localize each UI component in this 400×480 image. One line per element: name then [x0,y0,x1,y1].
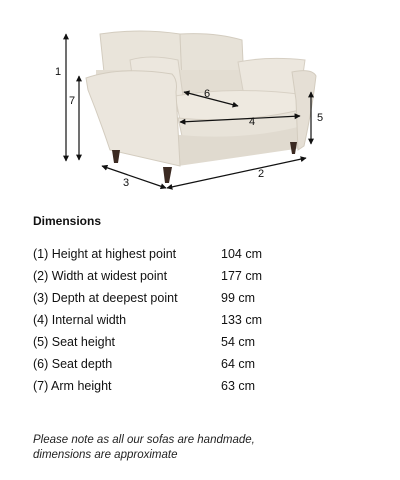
sofa-dimension-illustration [0,0,400,200]
dimension-marker-3: 3 [123,177,130,189]
sofa-image [86,31,316,183]
dimension-marker-5: 5 [317,112,324,124]
dimension-marker-2: 2 [258,168,265,180]
dimension-label: (3) Depth at deepest point [33,291,178,305]
dimension-row [33,265,262,287]
dimension-label: (2) Width at widest point [33,269,168,283]
dimension-value: 99 cm [221,291,256,305]
dimension-row [33,309,262,331]
dimension-label: (5) Seat height [33,335,115,349]
dimension-label: (7) Arm height [33,379,112,393]
dimension-label: (6) Seat depth [33,357,113,371]
dimension-value: 177 cm [221,269,262,283]
dimension-row [33,375,262,397]
dimension-label: (1) Height at highest point [33,247,177,261]
dimension-marker-1: 1 [55,66,62,78]
dimension-value: 54 cm [221,335,256,349]
dimension-value: 63 cm [221,379,256,393]
dimensions-table [33,243,262,397]
dimension-value: 104 cm [221,247,262,261]
dimension-row [33,243,262,265]
dimension-marker-7: 7 [69,95,76,107]
dimension-label: (4) Internal width [33,313,127,327]
dimension-value: 64 cm [221,357,256,371]
handmade-note: Please note as all our sofas are handmade, dimensions are approximate [33,434,255,461]
dimension-value: 133 cm [221,313,262,327]
dimension-marker-4: 4 [249,116,256,128]
dimensions-heading: Dimensions [33,214,102,228]
dimension-row [33,353,262,375]
dimension-marker-6: 6 [204,88,211,100]
dimension-row [33,331,262,353]
dimension-row [33,287,262,309]
